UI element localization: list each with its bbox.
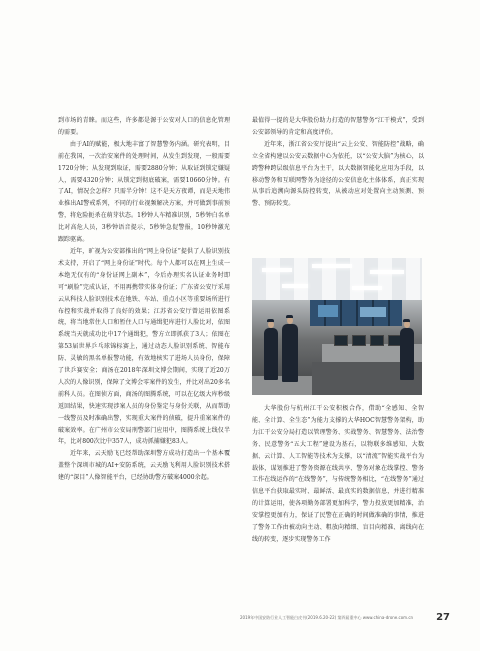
officer-figure <box>282 324 298 382</box>
officer-head <box>268 321 274 328</box>
photo-light <box>262 268 292 272</box>
page-footer <box>240 612 450 624</box>
officer-figure <box>400 328 414 380</box>
page-number: 27 <box>436 612 450 623</box>
photo-light <box>370 270 404 274</box>
monitor <box>352 335 366 346</box>
monitor <box>334 335 348 346</box>
right-paragraph-2: 近年来，浙江省公安厅提出“云上公安、智能防控”战略，确立全省构建以公安云数据中心为依托，以“公安大脑”为核心，以跨警种跨层级信息平台为主干，以大数据智能化应用为手段，以移动警务和互联网警务为途径的公安信息化主体体系，真正实现从事后追溯向源头防控转变，从被动应对处置向主动预测、预警、预防转变。 <box>252 140 424 208</box>
right-column-top <box>252 115 424 210</box>
officer-head <box>404 321 410 328</box>
right-paragraph-3: 大华股份与杭州江干公安积极合作，借助“全感知、全智能、全计算、全生态”为能力支撑的大华HOC智慧警务架构，助力江干公安分局打造以管理警务、实战警务、智慧警务、法治警务、民意警务“五大工程”建设为基石，以物联多维感知、大数据、云计算、人工智能等技术为支撑，以“清流”智能实战平台为载体，谋划推进了警务资源在线共享、警务对象在线掌控、警务工作在线运作的“在线警务”，与传统警务相比，“在线警务”通过信息平台获取最实时、最鲜活、最真实的数据信息，并进行精准的计算运用，使各项勤务部署更加科学，警力投放更加精准，治安掌控更加有力，保证了民警在正确的时间做准确的事情，推进了警务工作由被动向主动、粗放向精细、盲目向精准、离线向在线的转变，逐步实现警务工作 <box>252 405 424 543</box>
photo-light <box>352 286 382 290</box>
left-paragraph-4: 近年来，云天励飞已经帮助深圳警方成功打造出一个基本覆盖整个深圳市城的AI+安防系统，云天励飞利用人脸识别技术搭建的“深目”人像智能平台，已经协助警方破案4000余起。 <box>58 450 230 482</box>
command-center-photo <box>252 258 422 395</box>
officer-cap <box>286 315 293 318</box>
photo-light <box>282 284 308 288</box>
right-column-bottom <box>252 403 424 546</box>
right-paragraph-1: 最值得一提的是大华股份助力打造的智慧警务“江干模式”，受到公安部领导的肯定和高度评价。 <box>252 117 424 136</box>
video-wall <box>310 300 402 326</box>
officer-head <box>287 317 293 324</box>
monitor <box>370 335 384 346</box>
left-paragraph-2: 由于AI的赋能，极大地丰富了智慧警务内涵。研究表明，目前在我国，一次治安案件的处理时间，从发生到发现，一般需要1720分钟；从发现到取证，需要2880分钟；从取证到锁定嫌疑人，需要4320分钟；从锁定到彻底破案，需要10660分钟。有了AI，情况会怎样？只需半分钟！这不是天方夜谭，而是天地伟业推出AI警戒系列，不同的行业视频解决方案，并可做到事前预警，将危险扼杀在萌芽状态。1秒钟人车精准识别，5秒钟白名单比对高危人员，3秒钟语音提示，5秒钟急促警报，10秒钟激光跟踪驱离。 <box>58 140 230 244</box>
left-column <box>58 115 230 484</box>
officer-cap <box>403 319 410 322</box>
officer-figure <box>264 328 278 380</box>
left-paragraph-1: 到市场的青睐。而这些，许多都是源于公安对人口的信息化管理的需要。 <box>58 117 230 136</box>
footer-publication: 2019年中国安防行业人工智能白皮书(2019.6.20-22) 第四届重中心 www.china-drone.com.cn <box>240 615 414 620</box>
officer-cap <box>267 319 274 322</box>
left-paragraph-3: 近年，旷视为公安部推出的“网上身份证”提供了人脸识别技术支持，开启了“网上身份证”时代。每个人都可以在网上生成一本绝无仅有的“身份证网上副本”，今后办理实名认证业务时即可“刷脸”完成认证，不用再携带实体身份证；广东省公安厅采用云从科技人脸识别技术在地铁、车站、重点小区等重要场所进行布控和实战并取得了良好的效果；江苏省公安厅曾运用依图系统，将当地常住人口和暂住人口与通缉犯库进行人脸比对，依图系统当天就成功比中17个通缉犯，警方立即抓获了3人；依图在第53届世界乒乓球锦标赛上，通过动态人脸识别系统、智能布防、灵敏的黑名单报警功能，有效地核实了进场人员身份，保障了世乒赛安全；商汤在2018年深圳文博会期间，实现了近20万人次的人像识别，保障了文博会零案件的发生，并比对出20多名前科人员。在图侦方面，商汤的图腾系统，可以在亿级大库秒级返回结果，快速实现涉案人员的身份鉴定与身份关联，从而帮助一线警员及时准确出警，实现重大案件的侦破，提升重案案件的破案效率。在广州市公安局刑警部门应用中，图腾系统上线仅半年，比对800次比中357人，成功抓捕嫌犯83人。 <box>58 247 230 446</box>
photo-light <box>312 264 352 268</box>
